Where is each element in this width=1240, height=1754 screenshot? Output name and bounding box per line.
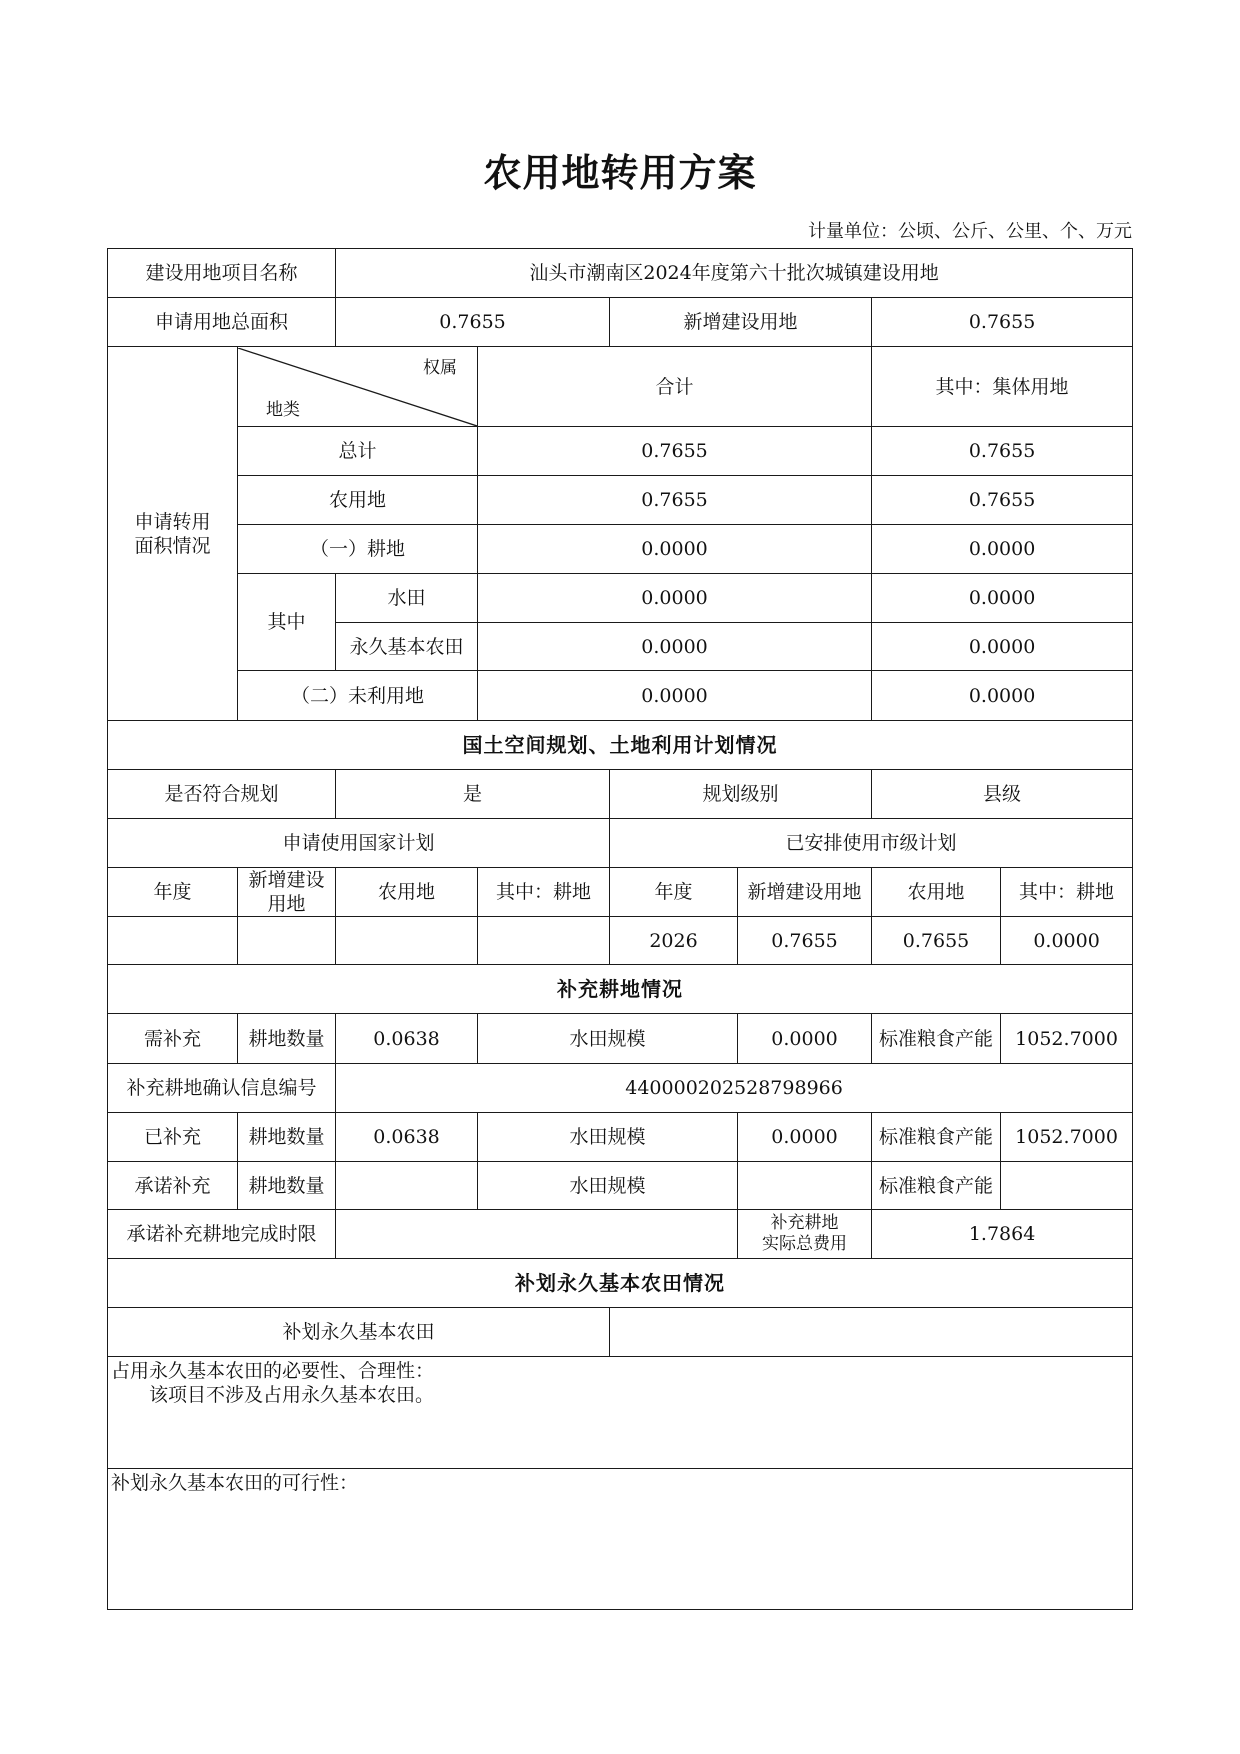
column-header: 其中：耕地 — [1001, 868, 1133, 917]
supplement-heading-row — [108, 965, 1133, 1014]
planning-compliance-row — [108, 770, 1133, 819]
qty-label: 耕地数量 — [238, 1014, 336, 1064]
national-farmland-cell — [336, 917, 478, 965]
grain-label: 标准粮食产能 — [872, 1162, 1001, 1210]
table-row — [108, 671, 1133, 721]
city-farmland-cell: 0.7655 — [872, 917, 1001, 965]
grain-value: 1052.7000 — [1001, 1113, 1133, 1162]
basic-farmland-row — [108, 1308, 1133, 1357]
planning-heading: 国土空间规划、土地利用计划情况 — [108, 721, 1133, 770]
row-total: 0.0000 — [478, 574, 872, 623]
necessity-label: 占用永久基本农田的必要性、合理性： — [111, 1360, 435, 1382]
qty-value: 0.0638 — [336, 1014, 478, 1064]
promised-row — [108, 1162, 1133, 1210]
table-row — [108, 476, 1133, 525]
done-label: 已补充 — [108, 1113, 238, 1162]
plan-columns-row — [108, 868, 1133, 917]
grain-value: 1052.7000 — [1001, 1014, 1133, 1064]
row-label: （二）未利用地 — [238, 671, 478, 721]
plan-level-value: 县级 — [872, 770, 1133, 819]
column-header: 年度 — [610, 868, 738, 917]
feasibility-cell — [108, 1469, 1133, 1610]
compliant-label: 是否符合规划 — [108, 770, 336, 819]
plan-values-row — [108, 917, 1133, 965]
conversion-header-row — [108, 347, 1133, 427]
national-cultivated-cell — [478, 917, 610, 965]
city-year-cell: 2026 — [610, 917, 738, 965]
grain-label: 标准粮食产能 — [872, 1014, 1001, 1064]
table-row — [108, 525, 1133, 574]
feasibility-row — [108, 1469, 1133, 1610]
column-header: 新增建设用地 — [738, 868, 872, 917]
area-row — [108, 298, 1133, 347]
supplement-heading: 补充耕地情况 — [108, 965, 1133, 1014]
grain-value — [1001, 1162, 1133, 1210]
plan-source-row — [108, 819, 1133, 868]
qty-label: 耕地数量 — [238, 1162, 336, 1210]
column-header: 农用地 — [872, 868, 1001, 917]
qty-value: 0.0638 — [336, 1113, 478, 1162]
table-row — [108, 427, 1133, 476]
paddy-value: 0.0000 — [738, 1113, 872, 1162]
row-label: 永久基本农田 — [336, 623, 478, 671]
row-collective: 0.0000 — [872, 574, 1133, 623]
national-new-construction-cell — [238, 917, 336, 965]
row-total: 0.7655 — [478, 476, 872, 525]
conversion-section-label: 申请转用 面积情况 — [108, 347, 238, 721]
confirm-number: 440000202528798966 — [336, 1064, 1133, 1113]
total-header: 合计 — [478, 347, 872, 427]
land-type-header: 地类 — [266, 399, 300, 420]
ownership-header: 权属 — [423, 357, 458, 378]
basic-farmland-label: 补划永久基本农田 — [108, 1308, 610, 1357]
row-label: 总计 — [238, 427, 478, 476]
city-plan-label: 已安排使用市级计划 — [610, 819, 1133, 868]
qty-value — [336, 1162, 478, 1210]
basic-farmland-heading-row — [108, 1259, 1133, 1308]
project-row — [108, 249, 1133, 298]
paddy-value — [738, 1162, 872, 1210]
paddy-label: 水田规模 — [478, 1162, 738, 1210]
necessity-cell — [108, 1357, 1133, 1469]
paddy-value: 0.0000 — [738, 1014, 872, 1064]
paddy-label: 水田规模 — [478, 1113, 738, 1162]
paddy-label: 水田规模 — [478, 1014, 738, 1064]
row-collective: 0.0000 — [872, 525, 1133, 574]
project-name: 汕头市潮南区2024年度第六十批次城镇建设用地 — [336, 249, 1133, 298]
column-header: 新增建设 用地 — [238, 868, 336, 917]
deadline-label: 承诺补充耕地完成时限 — [108, 1210, 336, 1259]
required-label: 需补充 — [108, 1014, 238, 1064]
done-row — [108, 1113, 1133, 1162]
total-area-label: 申请用地总面积 — [108, 298, 336, 347]
total-area-value: 0.7655 — [336, 298, 610, 347]
cost-value: 1.7864 — [872, 1210, 1133, 1259]
row-total: 0.7655 — [478, 427, 872, 476]
unit-note: 计量单位：公顷、公斤、公里、个、万元 — [808, 221, 1132, 242]
row-collective: 0.7655 — [872, 476, 1133, 525]
confirm-row — [108, 1064, 1133, 1113]
national-year-cell — [108, 917, 238, 965]
grain-label: 标准粮食产能 — [872, 1113, 1001, 1162]
city-cultivated-cell: 0.0000 — [1001, 917, 1133, 965]
plan-level-label: 规划级别 — [610, 770, 872, 819]
required-row — [108, 1014, 1133, 1064]
deadline-row — [108, 1210, 1133, 1259]
row-label: （一）耕地 — [238, 525, 478, 574]
among-label: 其中 — [238, 574, 336, 671]
confirm-label: 补充耕地确认信息编号 — [108, 1064, 336, 1113]
project-label: 建设用地项目名称 — [108, 249, 336, 298]
new-construction-label: 新增建设用地 — [610, 298, 872, 347]
row-label: 水田 — [336, 574, 478, 623]
cost-label: 补充耕地 实际总费用 — [738, 1210, 872, 1259]
basic-farmland-value — [610, 1308, 1133, 1357]
column-header: 农用地 — [336, 868, 478, 917]
planning-heading-row — [108, 721, 1133, 770]
collective-header: 其中：集体用地 — [872, 347, 1133, 427]
city-new-construction-cell: 0.7655 — [738, 917, 872, 965]
row-total: 0.0000 — [478, 671, 872, 721]
deadline-value — [336, 1210, 738, 1259]
page-title: 农用地转用方案 — [483, 151, 757, 195]
column-header: 其中：耕地 — [478, 868, 610, 917]
row-label: 农用地 — [238, 476, 478, 525]
necessity-row — [108, 1357, 1133, 1469]
necessity-text: 该项目不涉及占用永久基本农田。 — [149, 1384, 435, 1406]
national-plan-label: 申请使用国家计划 — [108, 819, 610, 868]
row-total: 0.0000 — [478, 525, 872, 574]
row-collective: 0.0000 — [872, 671, 1133, 721]
table-row — [108, 574, 1133, 623]
promised-label: 承诺补充 — [108, 1162, 238, 1210]
diagonal-header-cell — [238, 347, 478, 427]
conversion-form-table — [107, 248, 1133, 1610]
basic-farmland-heading: 补划永久基本农田情况 — [108, 1259, 1133, 1308]
row-collective: 0.7655 — [872, 427, 1133, 476]
column-header: 年度 — [108, 868, 238, 917]
new-construction-value: 0.7655 — [872, 298, 1133, 347]
compliant-value: 是 — [336, 770, 610, 819]
qty-label: 耕地数量 — [238, 1113, 336, 1162]
row-total: 0.0000 — [478, 623, 872, 671]
feasibility-label: 补划永久基本农田的可行性： — [111, 1472, 359, 1494]
row-collective: 0.0000 — [872, 623, 1133, 671]
